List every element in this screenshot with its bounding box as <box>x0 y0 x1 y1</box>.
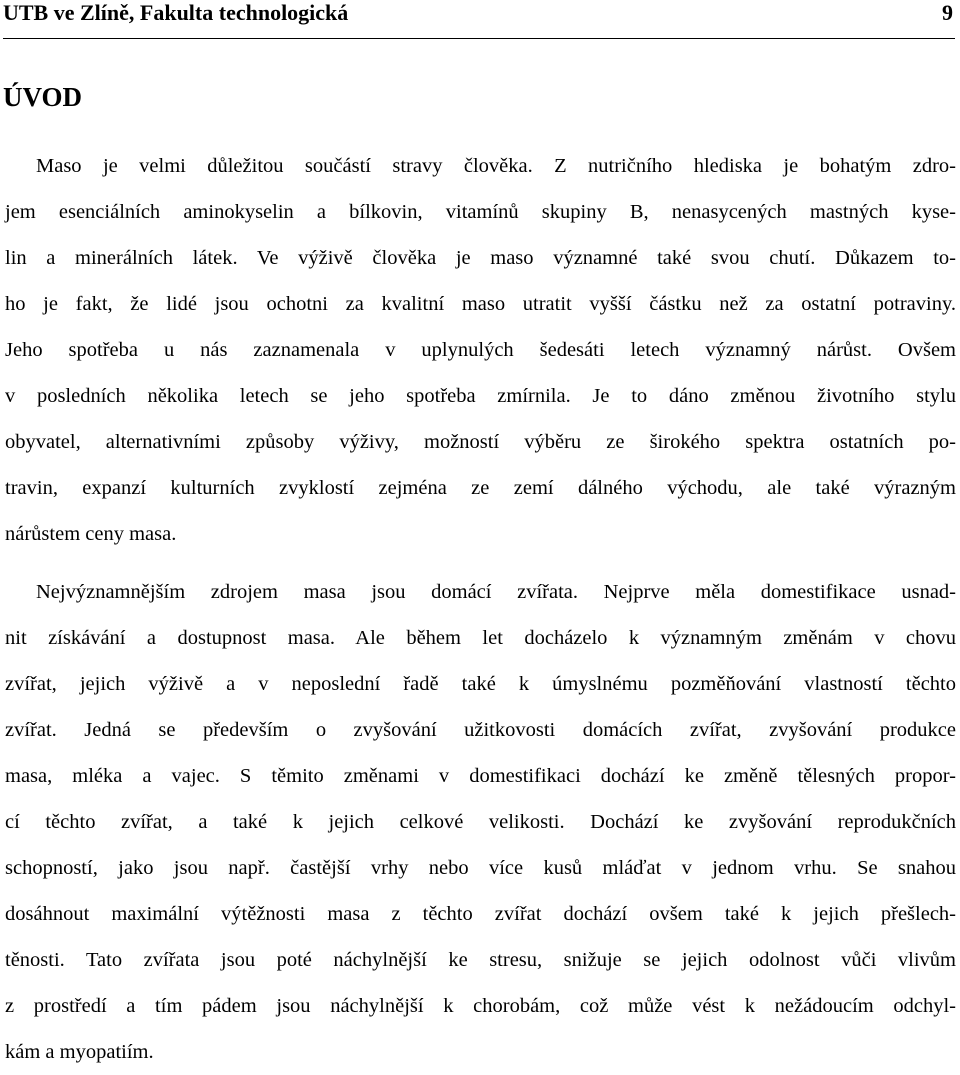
paragraph-line: jem esenciálních aminokyselin a bílkovin, vitamínů skupiny B, nenasycených mastných kyse- <box>5 201 956 223</box>
paragraph-line: Maso je velmi důležitou součástí stravy člověka. Z nutričního hlediska je bohatým zdro- <box>36 155 956 177</box>
page-header <box>3 0 955 39</box>
paragraph-line: masa, mléka a vajec. S těmito změnami v domestifikaci dochází ke změně tělesných propor- <box>5 765 956 787</box>
paragraph-line: cí těchto zvířat, a také k jejich celkové velikosti. Dochází ke zvyšování reprodukčních <box>5 811 956 833</box>
paragraph-line: zvířat, jejich výživě a v neposlední řadě také k úmyslnému pozměňování vlastností těchto <box>5 673 956 695</box>
paragraph-line: těnosti. Tato zvířata jsou poté náchylnější ke stresu, snižuje se jejich odolnost vůči vlivům <box>5 949 956 971</box>
paragraph-line: obyvatel, alternativními způsoby výživy, možností výběru ze širokého spektra ostatních po- <box>5 431 956 453</box>
paragraph-1 <box>5 143 956 557</box>
paragraph-line: z prostředí a tím pádem jsou náchylnější k chorobám, což může vést k nežádoucím odchyl- <box>5 995 956 1017</box>
paragraph-line: nárůstem ceny masa. <box>5 523 177 545</box>
paragraph-line: v posledních několika letech se jeho spotřeba zmírnila. Je to dáno změnou životního stylu <box>5 385 956 407</box>
paragraph-line: dosáhnout maximální výtěžnosti masa z těchto zvířat dochází ovšem také k jejich přešlech- <box>5 903 956 925</box>
paragraph-line: nit získávání a dostupnost masa. Ale během let docházelo k významným změnám v chovu <box>5 627 956 649</box>
paragraph-line: Nejvýznamnějším zdrojem masa jsou domácí zvířata. Nejprve měla domestifikace usnad- <box>36 581 956 603</box>
paragraph-line: travin, expanzí kulturních zvyklostí zejména ze zemí dálného východu, ale také výrazným <box>5 477 956 499</box>
section-title: ÚVOD <box>3 82 82 112</box>
paragraph-line: Jeho spotřeba u nás zaznamenala v uplynulých šedesáti letech významný nárůst. Ovšem <box>5 339 956 361</box>
paragraph-line: lin a minerálních látek. Ve výživě člověka je maso významné také svou chutí. Důkazem to- <box>5 247 956 269</box>
paragraph-line: zvířat. Jedná se především o zvyšování užitkovosti domácích zvířat, zvyšování produkce <box>5 719 956 741</box>
paragraph-line: kám a myopatiím. <box>5 1041 154 1063</box>
paragraph-2 <box>5 569 956 1075</box>
paragraph-line: ho je fakt, že lidé jsou ochotni za kvalitní maso utratit vyšší částku než za ostatní potraviny. <box>5 293 956 315</box>
header-institution: UTB ve Zlíně, Fakulta technologická <box>3 0 349 25</box>
paragraph-line: schopností, jako jsou např. častější vrhy nebo více kusů mláďat v jednom vrhu. Se snahou <box>5 857 956 879</box>
header-page-number: 9 <box>942 0 953 25</box>
